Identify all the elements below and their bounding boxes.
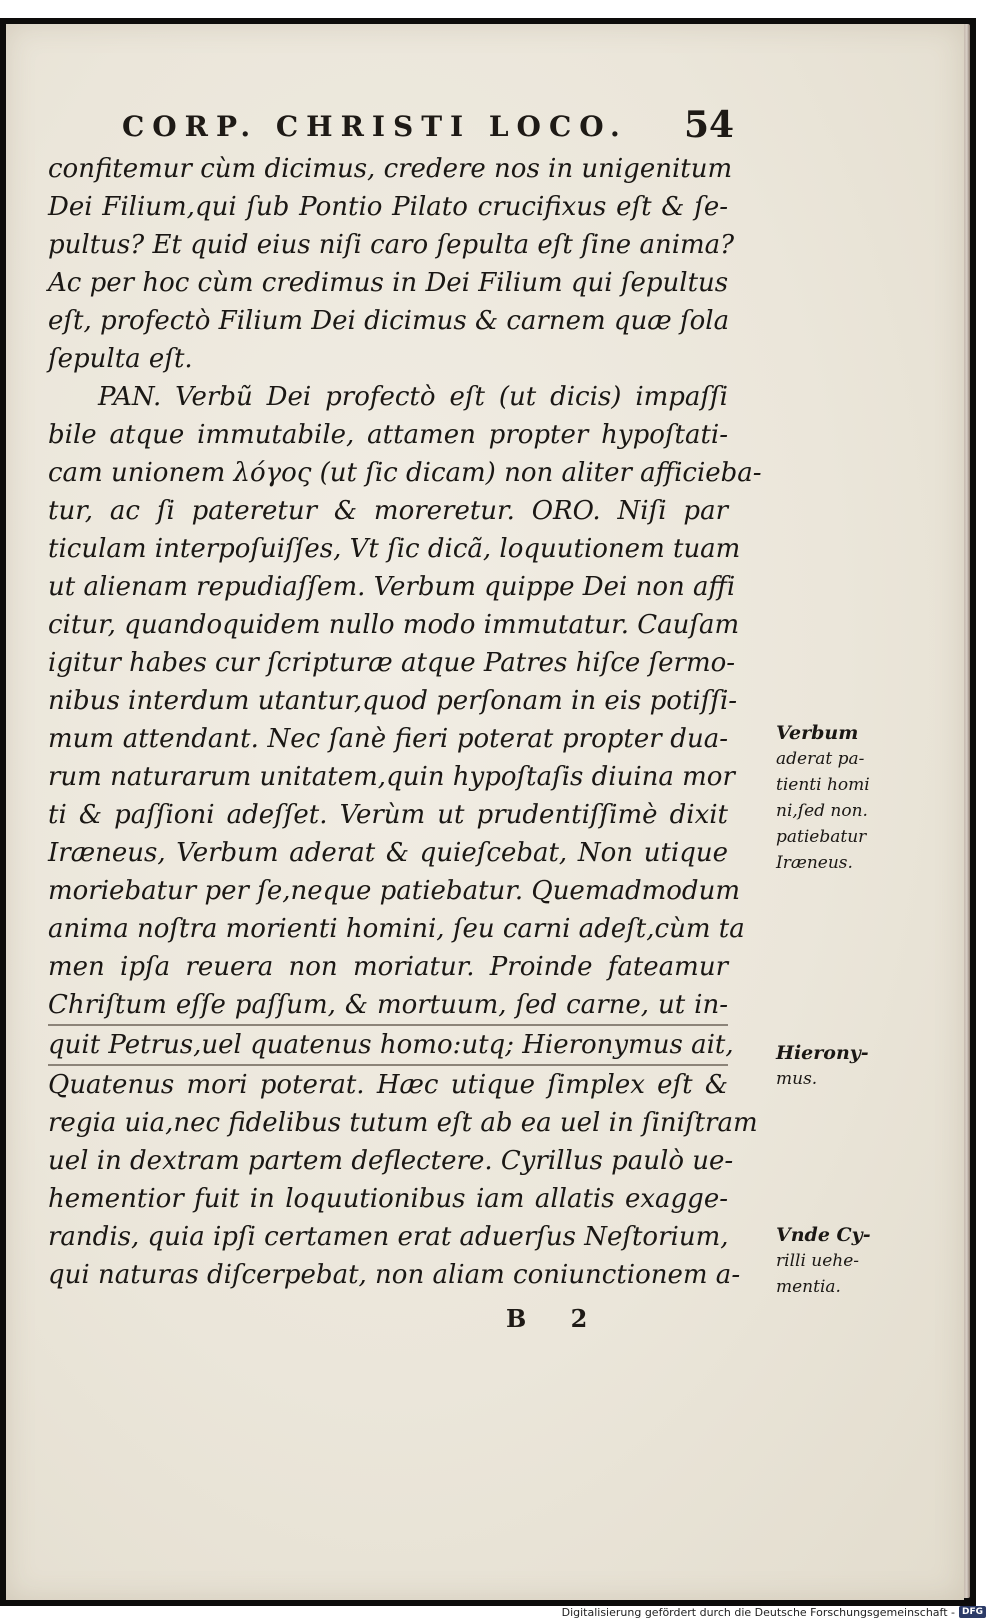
text-line: rum naturarum unitatem,quin hypoſtaſis diuina mor bbox=[48, 762, 735, 792]
page-number: 54 bbox=[684, 104, 735, 146]
text-line: men ipſa reuera non moriatur. Proinde fateamur bbox=[48, 952, 728, 982]
text-line: anima noſtra morienti homini, ſeu carni adeſt,cùm ta bbox=[48, 914, 745, 944]
text-line: mum attendant. Nec ſanè fieri poterat propter dua- bbox=[48, 724, 728, 754]
text-line: ticulam interpoſuiſſes, Vt ſic dicã, loquutionem tuam bbox=[48, 534, 741, 564]
margin-note-hieronymus: Hierony- mus. bbox=[776, 1042, 869, 1089]
text-line: qui naturas diſcerpebat, non aliam coniunctionem a- bbox=[48, 1260, 741, 1290]
margin-note-verbum: Verbum aderat pa- tienti homi ni,ſed non. patiebatur Iræneus. bbox=[776, 722, 870, 873]
body-text bbox=[48, 150, 871, 1297]
text-line: igitur habes cur ſcripturæ atque Patres hiſce ſermo- bbox=[48, 648, 736, 678]
text-line: tur, ac ſi pateretur & moreretur. ORO. Niſi par bbox=[48, 496, 728, 526]
text-line: pultus? Et quid eius niſi caro ſepulta eſt ſine anima? bbox=[48, 230, 735, 260]
text-line: bile atque immutabile, attamen propter hypoſtati- bbox=[48, 420, 728, 450]
text-line: eſt, profectò Filium Dei dicimus & carnem quæ ſola bbox=[48, 306, 730, 336]
text-line: Quatenus mori poterat. Hæc utique ſimplex eſt & bbox=[48, 1070, 728, 1100]
text-line: uel in dextram partem deflectere. Cyrillus paulò ue- bbox=[48, 1146, 734, 1176]
running-title: CORP. CHRISTI LOCO. bbox=[122, 110, 628, 143]
digitization-footer bbox=[562, 1604, 986, 1620]
text-line: PAN. Verbũ Dei profectò eſt (ut dicis) impaſſi bbox=[98, 382, 728, 412]
text-line: hementior fuit in loquutionibus iam allatis exagge- bbox=[48, 1184, 728, 1214]
footer-credit: Digitalisierung gefördert durch die Deutsche Forschungsgemeinschaft - bbox=[561, 1605, 955, 1619]
text-line: Iræneus, Verbum aderat & quieſcebat, Non utique bbox=[48, 838, 728, 868]
margin-note-cyrilli: Vnde Cy- rilli uehe- mentia. bbox=[776, 1224, 871, 1297]
dfg-logo: DFG bbox=[959, 1606, 986, 1618]
signature-mark: B 2 bbox=[506, 1304, 606, 1333]
text-line: quit Petrus,uel quatenus homo:utq; Hieronymus ait, bbox=[48, 1026, 728, 1066]
text-line: moriebatur per ſe,neque patiebatur. Quemadmodum bbox=[48, 876, 740, 906]
text-line: cam unionem λόγος (ut ſic dicam) non aliter afficieba- bbox=[48, 458, 762, 488]
text-line: ſepulta eſt. bbox=[48, 344, 193, 374]
text-line: confitemur cùm dicimus, credere nos in unigenitum bbox=[48, 154, 733, 184]
text-line: regia uia,nec fidelibus tutum eſt ab ea uel in ſiniſtram bbox=[48, 1108, 758, 1138]
text-line: nibus interdum utantur,quod perſonam in eis potiſſi- bbox=[48, 686, 738, 716]
text-line: randis, quia ipſi certamen erat aduerſus Neſtorium, bbox=[48, 1222, 729, 1252]
text-line: Dei Filium,qui ſub Pontio Pilato crucifixus eſt & ſe- bbox=[48, 192, 728, 222]
text-line: ti & paſſioni adeſſet. Verùm ut prudentiſſimè dixit bbox=[48, 800, 728, 830]
text-line: Chriſtum eſſe paſſum, & mortuum, ſed carne, ut in- bbox=[48, 986, 728, 1026]
text-line: ut alienam repudiaſſem. Verbum quippe Dei non affi bbox=[48, 572, 736, 602]
text-line: Ac per hoc cùm credimus in Dei Filium qui ſepultus bbox=[48, 268, 729, 298]
text-line: citur, quandoquidem nullo modo immutatur. Cauſam bbox=[48, 610, 740, 640]
